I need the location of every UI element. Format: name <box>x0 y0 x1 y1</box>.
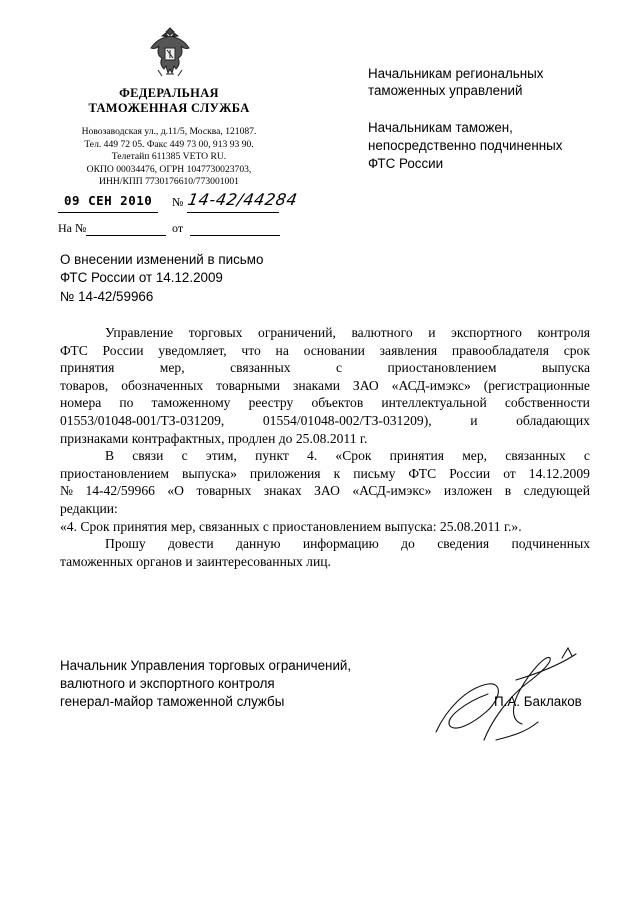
body-word: товарными <box>216 377 281 393</box>
body-word: принятия <box>60 360 115 376</box>
body-word: валютного <box>351 325 413 340</box>
body-word: 01553/01048-001/ТЗ-031209, <box>60 413 225 428</box>
body-word: ограничений, <box>258 325 336 340</box>
body-word: ФТС <box>60 342 88 358</box>
subject-line: О внесении изменений в письмо <box>60 252 264 267</box>
body-word: данную <box>236 536 281 552</box>
reference-date-label: от <box>172 221 184 235</box>
body-word: Прошу <box>105 536 146 552</box>
body-word: реестру <box>248 395 294 411</box>
body-word: товарных <box>196 483 252 499</box>
body-word: «АСД-имэкс» <box>352 483 432 499</box>
body-word: ЗАО <box>352 377 379 393</box>
body-word: правообладателя <box>451 342 549 358</box>
body-word: ФТС <box>408 465 437 481</box>
teletype-line: Телетайп 611385 VETO RU. <box>111 151 227 162</box>
body-word: объектов <box>311 395 364 411</box>
body-word: таможенному <box>151 395 231 411</box>
body-line: таможенных органов и заинтересованных лиц. <box>60 553 331 569</box>
body-word: связи <box>132 448 164 464</box>
date-underline <box>58 212 158 213</box>
body-line <box>60 447 590 465</box>
org-name-line1: ФЕДЕРАЛЬНАЯ <box>119 86 219 100</box>
body-word: России <box>102 342 144 358</box>
body-word: торговых <box>188 325 243 340</box>
body-line: «4. Срок принятия мер, связанных с приостановлением выпуска: 25.08.2011 г.». <box>60 518 522 534</box>
letter-number-handwritten: 14-42/44284 <box>186 190 300 209</box>
body-word: принятия <box>389 448 444 464</box>
body-word: «АСД-имэкс» <box>391 377 471 393</box>
body-word: 14-42/59966 <box>85 483 155 499</box>
body-line <box>60 465 590 483</box>
addressee-line: таможенных управлений <box>368 83 523 98</box>
body-line <box>60 394 590 412</box>
body-word: от <box>503 465 516 481</box>
body-word: России <box>449 465 491 481</box>
number-prefix: № <box>172 195 184 209</box>
phone-line: Тел. 449 72 05. Факс 449 73 00, 913 93 90. <box>84 139 254 150</box>
body-word: сведения <box>437 536 490 552</box>
body-word: приостановлением <box>60 465 169 481</box>
body-word: с <box>583 448 590 464</box>
body-line: редакции: <box>60 501 118 516</box>
body-line <box>60 342 590 360</box>
body-word: информацию <box>302 536 379 552</box>
subject-line: № 14-42/59966 <box>60 289 154 304</box>
body-word: заявления <box>379 342 438 358</box>
body-word: интеллектуальной <box>381 395 487 411</box>
body-word: с <box>335 360 343 376</box>
body-word: выпуска <box>541 360 590 376</box>
body-word: уведомляет, <box>158 342 227 358</box>
body-line: признаками контрафактных, продлен до 25.08.2011 г. <box>60 430 368 446</box>
body-word: следующей <box>523 483 590 499</box>
addressee-line: Начальникам таможен, <box>368 120 513 135</box>
body-word: связанных <box>230 360 291 376</box>
body-word: приложения <box>249 465 321 481</box>
body-word: и <box>428 325 436 340</box>
body-word: письму <box>353 465 396 481</box>
reference-number-label: На № <box>58 221 87 235</box>
signatory-name: П.А. Баклаков <box>494 694 582 709</box>
body-word: 01554/01048-002/ТЗ-031209), <box>262 413 432 428</box>
body-word: до <box>401 536 415 552</box>
body-word: мер, <box>462 448 488 464</box>
addressee-line: ФТС России <box>368 156 444 171</box>
body-line <box>60 412 590 430</box>
body-word: основании <box>303 342 365 358</box>
body-word: довести <box>168 536 214 552</box>
double-headed-eagle-icon <box>148 26 192 80</box>
body-word: «Срок <box>335 448 372 464</box>
body-word: на <box>275 342 289 358</box>
signatory-position-line: валютного и экспортного контроля <box>60 676 275 691</box>
body-word: выпуска» <box>182 465 237 481</box>
body-word: Управление <box>105 325 174 340</box>
addressee-line: непосредственно подчиненных <box>368 138 563 153</box>
body-word: знаками <box>292 377 340 393</box>
body-word: «О <box>167 483 184 499</box>
body-word: контроля <box>537 325 590 340</box>
body-word: 4. <box>307 448 318 464</box>
body-word: срок <box>563 342 590 358</box>
body-word: этим, <box>205 448 237 464</box>
org-name-line2: ТАМОЖЕННАЯ СЛУЖБА <box>88 101 250 115</box>
letter-date-stamp: 09 СЕН 2010 <box>64 193 153 208</box>
body-word: экспортного <box>451 325 522 340</box>
body-word: знаках <box>263 483 302 499</box>
body-word: мер, <box>159 360 185 376</box>
body-word: собственности <box>504 395 590 411</box>
number-underline <box>187 212 279 213</box>
addressee-line: Начальникам региональных <box>368 66 544 81</box>
body-line <box>60 324 590 342</box>
body-word: обозначенных <box>121 377 204 393</box>
reference-date-underline <box>190 235 280 236</box>
body-word: приостановлением <box>387 360 497 376</box>
body-word: В <box>105 448 115 464</box>
body-line <box>60 535 590 553</box>
body-word: обладающих <box>516 413 590 428</box>
okpo-line: ОКПО 00034476, ОГРН 1047730023703, <box>86 164 252 175</box>
body-word: что <box>241 342 261 358</box>
body-word: с <box>181 448 188 464</box>
body-word: пункт <box>255 448 289 464</box>
body-word: ЗАО <box>314 483 340 499</box>
body-word: к <box>333 465 341 481</box>
body-word: (регистрационные <box>483 377 590 393</box>
body-line <box>60 359 590 377</box>
signatory-position-line: генерал-майор таможенной службы <box>60 694 285 709</box>
body-word: изложен <box>443 483 493 499</box>
address-line: Новозаводская ул., д.11/5, Москва, 121087. <box>81 126 257 137</box>
body-line <box>60 482 590 500</box>
signatory-position-line: Начальник Управления торговых ограничений, <box>60 658 352 673</box>
body-word: товаров, <box>60 377 109 393</box>
reference-number-underline <box>86 235 166 236</box>
body-line <box>60 377 590 395</box>
body-word: № <box>60 483 73 499</box>
body-word: номера <box>60 395 102 411</box>
body-word: по <box>119 395 134 411</box>
subject-line: ФТС России от 14.12.2009 <box>60 270 223 285</box>
body-word: связанных <box>505 448 566 464</box>
body-word: подчиненных <box>511 536 590 552</box>
body-word: и <box>470 413 478 428</box>
inn-line: ИНН/КПП 7730176610/773001001 <box>99 176 239 187</box>
body-word: 14.12.2009 <box>528 465 590 481</box>
body-word: в <box>504 483 512 499</box>
